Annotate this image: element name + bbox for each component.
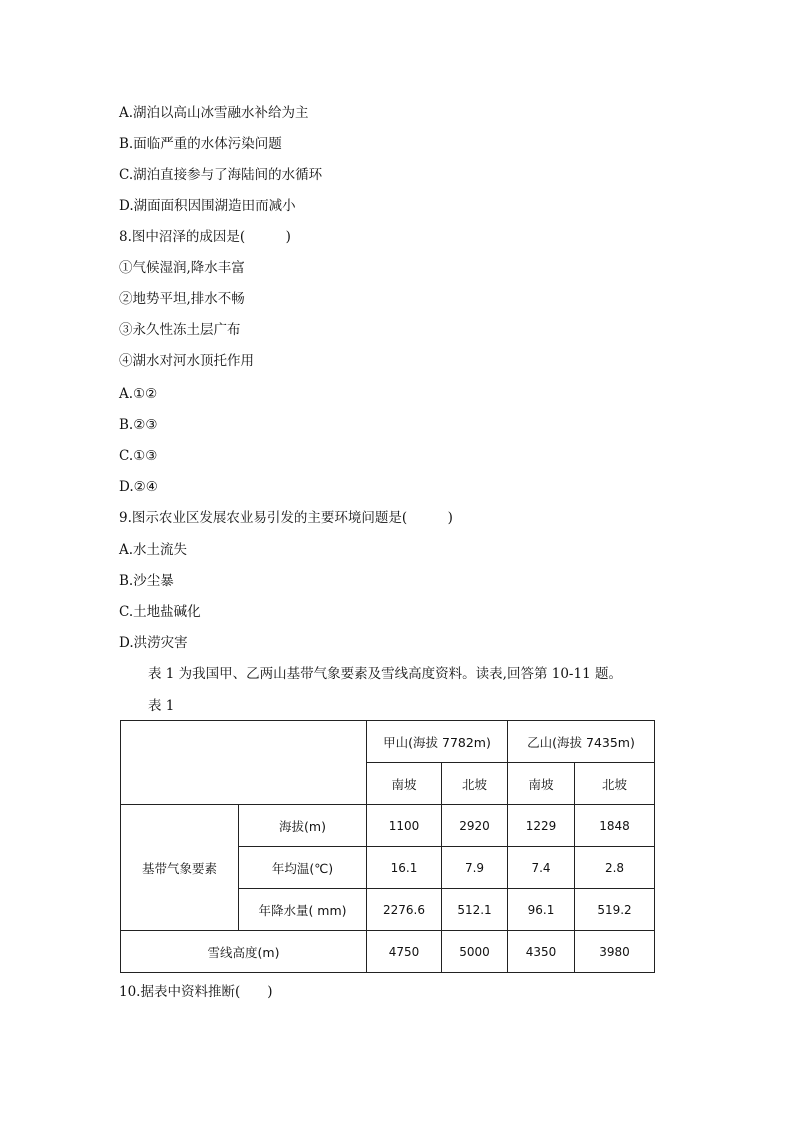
table-cell: 2276.6 — [367, 889, 442, 931]
table-corner-cell — [121, 721, 367, 805]
question-8-stem: 8.图中沼泽的成因是( ) — [119, 229, 291, 245]
table-cell: 3980 — [575, 931, 655, 973]
table-cell: 519.2 — [575, 889, 655, 931]
mountain-b-south-header: 南坡 — [508, 763, 575, 805]
table-cell: 4350 — [508, 931, 575, 973]
option-8a: A.①② — [119, 386, 158, 402]
question-9-stem: 9.图示农业区发展农业易引发的主要环境问题是( ) — [119, 510, 453, 526]
mountain-b-north-header: 北坡 — [575, 763, 655, 805]
table-cell: 1848 — [575, 805, 655, 847]
option-7b: B.面临严重的水体污染问题 — [119, 136, 282, 152]
table-cell: 7.9 — [442, 847, 508, 889]
mountain-a-south-header: 南坡 — [367, 763, 442, 805]
table-cell: 1100 — [367, 805, 442, 847]
option-8d: D.②④ — [119, 479, 158, 495]
table-cell: 5000 — [442, 931, 508, 973]
table-cell: 4750 — [367, 931, 442, 973]
table-cell: 16.1 — [367, 847, 442, 889]
row-label: 海拔(m) — [239, 805, 367, 847]
mountain-a-header: 甲山(海拔 7782m) — [367, 721, 508, 763]
option-9b: B.沙尘暴 — [119, 573, 174, 589]
row-label: 年降水量( mm) — [239, 889, 367, 931]
question-10-stem: 10.据表中资料推断( ) — [119, 984, 273, 1000]
q8-statement-2: ②地势平坦,排水不畅 — [119, 291, 245, 307]
row-label: 年均温(℃) — [239, 847, 367, 889]
option-7c: C.湖泊直接参与了海陆间的水循环 — [119, 167, 323, 183]
snowline-label: 雪线高度(m) — [121, 931, 367, 973]
table-caption: 表 1 — [148, 698, 175, 714]
option-8b: B.②③ — [119, 417, 158, 433]
group-label: 基带气象要素 — [121, 805, 239, 931]
q8-statement-3: ③永久性冻土层广布 — [119, 322, 241, 338]
option-9d: D.洪涝灾害 — [119, 635, 188, 651]
table-intro: 表 1 为我国甲、乙两山基带气象要素及雪线高度资料。读表,回答第 10-11 题。 — [148, 666, 622, 682]
table-row — [121, 805, 655, 847]
table-cell: 2.8 — [575, 847, 655, 889]
mountain-b-header: 乙山(海拔 7435m) — [508, 721, 655, 763]
q8-statement-1: ①气候湿润,降水丰富 — [119, 260, 245, 276]
table-row — [121, 931, 655, 973]
option-9c: C.土地盐碱化 — [119, 604, 201, 620]
table-cell: 96.1 — [508, 889, 575, 931]
table-cell: 2920 — [442, 805, 508, 847]
table-cell: 7.4 — [508, 847, 575, 889]
option-9a: A.水土流失 — [119, 542, 188, 558]
table-cell: 1229 — [508, 805, 575, 847]
mountain-a-north-header: 北坡 — [442, 763, 508, 805]
option-7d: D.湖面面积因围湖造田而减小 — [119, 198, 296, 214]
climate-table — [120, 720, 655, 973]
table-cell: 512.1 — [442, 889, 508, 931]
option-8c: C.①③ — [119, 448, 158, 464]
option-7a: A.湖泊以高山冰雪融水补给为主 — [119, 105, 309, 121]
q8-statement-4: ④湖水对河水顶托作用 — [119, 353, 254, 369]
